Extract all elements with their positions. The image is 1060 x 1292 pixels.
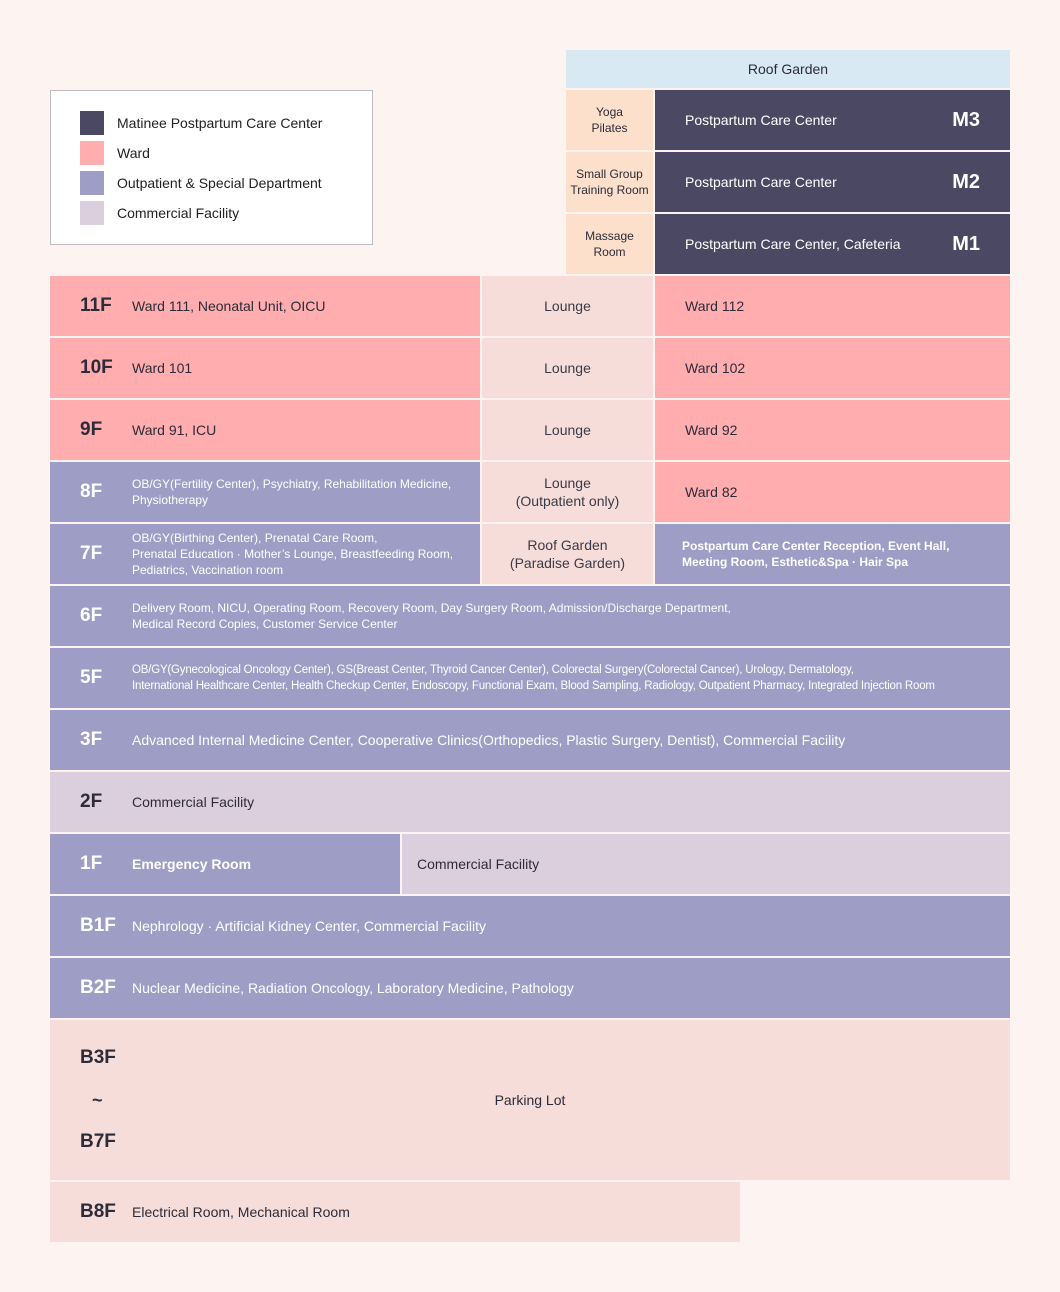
- floor-b8f-text: Electrical Room, Mechanical Room: [132, 1204, 350, 1220]
- legend-swatch-commercial: [80, 201, 104, 225]
- roof-garden-label: Roof Garden: [747, 61, 829, 77]
- floor-9f-right-text: Ward 92: [685, 422, 738, 438]
- floor-label: 11F: [80, 295, 112, 316]
- m2-floor: [655, 152, 1010, 212]
- floor-b2f: [50, 958, 1010, 1018]
- floor-10f-right: [655, 338, 1010, 398]
- floor-7f-roof-garden: [482, 524, 653, 584]
- floor-8f-left: [50, 462, 480, 522]
- floor-1f-left: [50, 834, 400, 894]
- floor-label: B2F: [80, 977, 116, 998]
- legend: [50, 90, 373, 245]
- lounge-label: Lounge: [544, 422, 591, 438]
- floor-b3f-b7f: [50, 1020, 1010, 1180]
- floor-6f: [50, 586, 1010, 646]
- legend-item-postpartum: [80, 111, 322, 135]
- floor-b1f-text: Nephrology · Artificial Kidney Center, Commercial Facility: [132, 918, 487, 934]
- floor-11f-right: [655, 276, 1010, 336]
- legend-label: Commercial Facility: [117, 205, 240, 221]
- floor-label: 8F: [80, 481, 103, 502]
- floor-range-tilde: ~: [92, 1090, 103, 1110]
- legend-item-outpatient: [80, 171, 322, 195]
- legend-label: Ward: [117, 145, 150, 161]
- floor-10f-right-text: Ward 102: [685, 360, 746, 376]
- legend-label: Outpatient & Special Department: [117, 175, 322, 191]
- floor-9f-left: [50, 400, 480, 460]
- floor-9f-right: [655, 400, 1010, 460]
- floor-label: 6F: [80, 605, 103, 626]
- m2-side-label: Small Group Training Room: [570, 167, 649, 197]
- floor-label: 5F: [80, 667, 103, 688]
- floor-1f-right: [402, 834, 1010, 894]
- floor-9f-left-text: Ward 91, ICU: [132, 422, 217, 438]
- floor-7f-right: [655, 524, 1010, 584]
- lounge-label: Lounge: [544, 298, 591, 314]
- floor-8f-right-text: Ward 82: [685, 484, 738, 500]
- roof-garden: [566, 50, 1010, 88]
- m3-main-label: Postpartum Care Center: [685, 112, 837, 128]
- lounge-label: Lounge (Outpatient only): [515, 475, 620, 509]
- floor-label: 3F: [80, 729, 103, 750]
- m2-code: M2: [952, 170, 980, 193]
- floor-b8f: [50, 1182, 740, 1242]
- m1-side-room: [566, 214, 653, 274]
- m1-floor: [655, 214, 1010, 274]
- floor-label: 9F: [80, 419, 103, 440]
- floor-9f-lounge: [482, 400, 653, 460]
- legend-item-commercial: [80, 201, 239, 225]
- floor-10f-lounge: [482, 338, 653, 398]
- floor-11f-left-text: Ward 111, Neonatal Unit, OICU: [132, 298, 326, 314]
- floor-label: B8F: [80, 1201, 116, 1222]
- floor-11f-lounge: [482, 276, 653, 336]
- floor-label: 2F: [80, 791, 103, 812]
- floor-10f-left-text: Ward 101: [132, 360, 193, 376]
- floor-2f-text: Commercial Facility: [132, 794, 255, 810]
- m3-side-room: [566, 90, 653, 150]
- floor-11f-right-text: Ward 112: [685, 298, 745, 314]
- floor-label: 7F: [80, 543, 103, 564]
- parking-lot-label: Parking Lot: [494, 1092, 566, 1108]
- floor-b1f: [50, 896, 1010, 956]
- floor-11f-left: [50, 276, 480, 336]
- floor-2f: [50, 772, 1010, 832]
- floor-label: 10F: [80, 357, 113, 378]
- lounge-label: Lounge: [544, 360, 591, 376]
- m3-floor: [655, 90, 1010, 150]
- floor-label-b7f: B7F: [80, 1131, 116, 1152]
- legend-swatch-ward: [80, 141, 104, 165]
- m1-main-label: Postpartum Care Center, Cafeteria: [685, 236, 901, 252]
- floor-8f-lounge: [482, 462, 653, 522]
- roof-garden-7f-label: Roof Garden (Paradise Garden): [509, 537, 626, 571]
- m1-side-label: Massage Room: [585, 229, 634, 259]
- floor-1f-left-text: Emergency Room: [132, 856, 252, 872]
- floor-8f-right: [655, 462, 1010, 522]
- floor-10f-left: [50, 338, 480, 398]
- legend-item-ward: [80, 141, 150, 165]
- m2-side-room: [566, 152, 653, 212]
- floor-3f-text: Advanced Internal Medicine Center, Cooperative Clinics(Orthopedics, Plastic Surgery, Dentist), Commercial Facility: [132, 732, 846, 748]
- floor-1f-right-text: Commercial Facility: [417, 856, 540, 872]
- m3-code: M3: [952, 108, 980, 131]
- m1-code: M1: [952, 232, 980, 255]
- legend-label: Matinee Postpartum Care Center: [117, 115, 323, 131]
- floor-7f-right-text: Postpartum Care Center Reception, Event Hall, Meeting Room, Esthetic&Spa · Hair Spa: [682, 539, 950, 569]
- floor-5f-text: OB/GY(Gynecological Oncology Center), GS(Breast Center, Thyroid Cancer Center), Colorectal Surgery(Colorectal Cancer), Urology, Dermatology, International Healthcare Center, Health Checkup Center, Endoscopy, Functional Exam, Blood Sampling, Radiology, Outpatient Pharmacy, Integrated Injection Room: [132, 664, 935, 692]
- floor-label: 1F: [80, 853, 103, 874]
- floor-label: B1F: [80, 915, 116, 936]
- floor-6f-text: Delivery Room, NICU, Operating Room, Recovery Room, Day Surgery Room, Admission/Discharge Department, Medical Record Copies, Customer Service Center: [132, 601, 731, 631]
- legend-swatch-postpartum: [80, 111, 104, 135]
- floor-7f-left: [50, 524, 480, 584]
- floor-7f-left-text: OB/GY(Birthing Center), Prenatal Care Room, Prenatal Education · Mother’s Lounge, Breastfeeding Room, Pediatrics, Vaccination room: [132, 531, 454, 577]
- m3-side-label: Yoga Pilates: [591, 105, 628, 135]
- floor-8f-left-text: OB/GY(Fertility Center), Psychiatry, Rehabilitation Medicine, Physiotherapy: [132, 477, 452, 507]
- m2-main-label: Postpartum Care Center: [685, 174, 837, 190]
- floor-3f: [50, 710, 1010, 770]
- floor-5f: [50, 648, 1010, 708]
- legend-swatch-outpatient: [80, 171, 104, 195]
- floor-b2f-text: Nuclear Medicine, Radiation Oncology, Laboratory Medicine, Pathology: [132, 980, 574, 996]
- floor-label-b3f: B3F: [80, 1047, 116, 1068]
